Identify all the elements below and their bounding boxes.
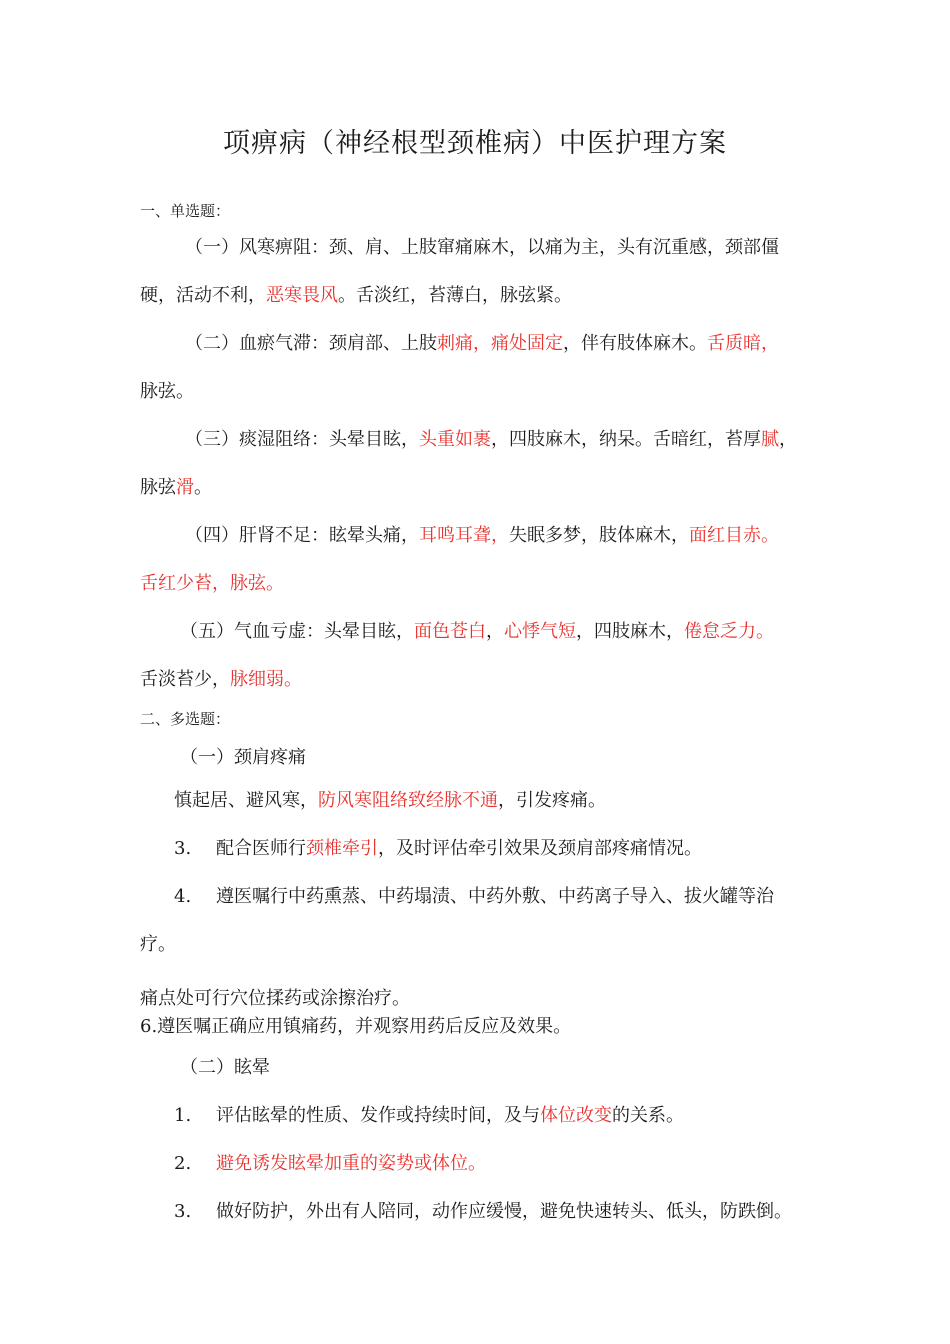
highlight-text: 心悸气短 — [504, 621, 576, 642]
list-item: 3. 配合医师行颈椎牵引，及时评估牵引效果及颈肩部疼痛情况。 — [174, 836, 702, 862]
list-number: 3. — [174, 838, 192, 859]
highlight-text: 体位改变 — [540, 1105, 612, 1126]
section-heading-multiple-choice: 二、多选题： — [140, 710, 231, 728]
highlight-text: 舌质暗， — [707, 333, 779, 354]
subsection-heading: （二）眩晕 — [180, 1057, 270, 1078]
paragraph-line: （二）血瘀气滞：颈肩部、上肢刺痛，痛处固定，伴有肢体麻木。舌质暗， — [185, 333, 779, 354]
highlight-text: 防风寒阻络致经脉不通 — [318, 790, 498, 811]
list-item: 4. 遵医嘱行中药熏蒸、中药塌渍、中药外敷、中药离子导入、拔火罐等治 — [174, 884, 774, 910]
highlight-text: 头重如裹 — [419, 429, 491, 450]
highlight-text: 恶寒畏风 — [266, 285, 338, 306]
highlight-text: 倦怠乏力。 — [684, 621, 774, 642]
paragraph-line — [140, 571, 284, 597]
highlight-text: 滑 — [176, 477, 194, 498]
highlight-text: 避免诱发眩晕加重的姿势或体位。 — [216, 1153, 486, 1174]
highlight-text: 脉细弱。 — [230, 669, 302, 690]
highlight-text: 腻 — [761, 429, 779, 450]
paragraph-line: （三）痰湿阻络：头晕目眩，头重如裹，四肢麻木，纳呆。舌暗红，苔厚腻， — [185, 429, 797, 450]
section-heading-single-choice: 一、单选题： — [140, 202, 231, 220]
highlight-text: 面红目赤。 — [689, 525, 779, 546]
list-item: 1. 评估眩晕的性质、发作或持续时间，及与体位改变的关系。 — [174, 1103, 684, 1129]
list-item: 3. 做好防护，外出有人陪同，动作应缓慢，避免快速转头、低头，防跌倒。 — [174, 1199, 792, 1225]
highlight-text: 舌红少苔，脉弦。 — [140, 573, 284, 594]
page-title: 项痹病（神经根型颈椎病）中医护理方案 — [223, 128, 727, 159]
list-number: 4. — [174, 886, 192, 907]
list-number: 1. — [174, 1105, 192, 1126]
highlight-text: 颈椎牵引 — [306, 838, 378, 859]
paragraph-line: （五）气血亏虚：头晕目眩，面色苍白，心悸气短，四肢麻木，倦怠乏力。 — [180, 621, 774, 642]
paragraph-line: （一）风寒痹阻：颈、肩、上肢窜痛麻木，以痛为主，头有沉重感，颈部僵 — [185, 237, 779, 258]
highlight-text: 刺痛，痛处固定 — [437, 333, 563, 354]
paragraph-line: 舌淡苔少，脉细弱。 — [140, 669, 302, 690]
highlight-text: 耳鸣耳聋， — [419, 525, 509, 546]
paragraph-line: 疗。 — [140, 934, 176, 955]
paragraph-line: 慎起居、避风寒，防风寒阻络致经脉不通，引发疼痛。 — [174, 790, 606, 811]
paragraph-line: 痛点处可行穴位揉药或涂擦治疗。 — [140, 988, 410, 1009]
list-number: 3. — [174, 1201, 192, 1222]
paragraph-line: 硬，活动不利，恶寒畏风。舌淡红，苔薄白，脉弦紧。 — [140, 285, 572, 306]
paragraph-line: 脉弦滑。 — [140, 477, 212, 498]
paragraph-line: （四）肝肾不足：眩晕头痛，耳鸣耳聋，失眠多梦，肢体麻木，面红目赤。 — [185, 525, 779, 546]
list-number: 2. — [174, 1153, 192, 1174]
highlight-text: 面色苍白 — [414, 621, 486, 642]
paragraph-line: 脉弦。 — [140, 381, 194, 402]
list-item — [174, 1151, 486, 1177]
paragraph-line: 6.遵医嘱正确应用镇痛药，并观察用药后反应及效果。 — [140, 1016, 572, 1037]
subsection-heading: （一）颈肩疼痛 — [180, 747, 306, 768]
